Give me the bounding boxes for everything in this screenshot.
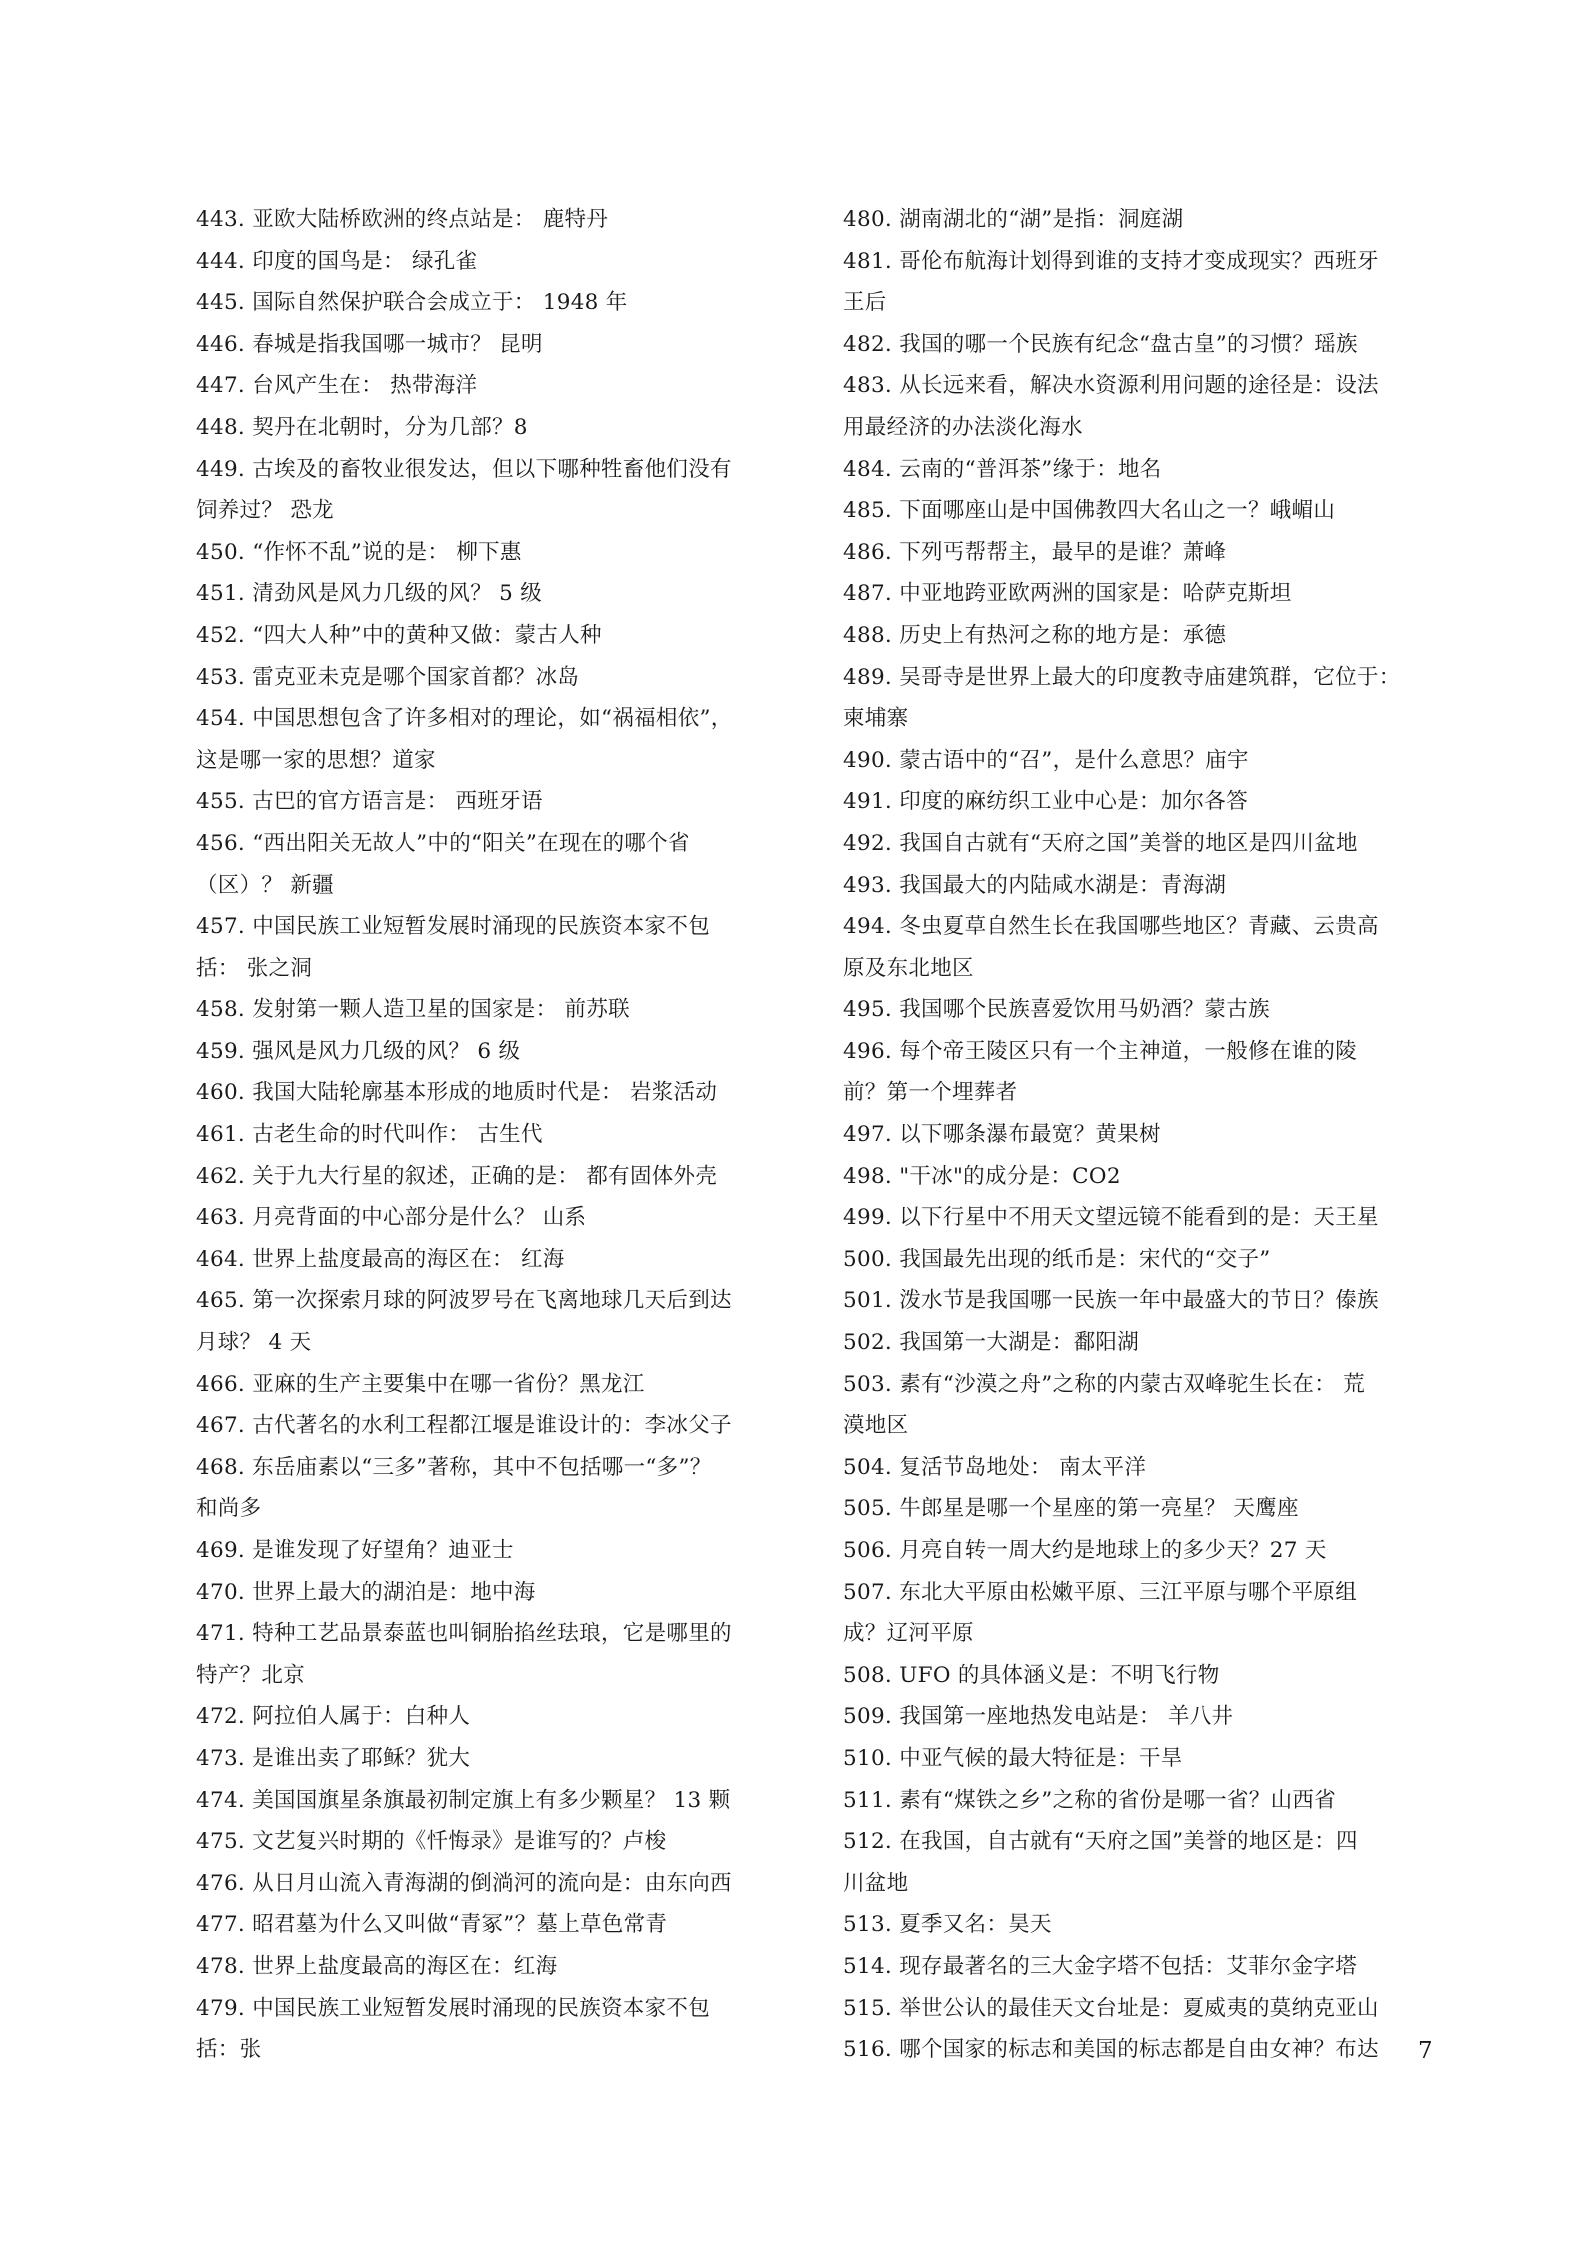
- text-line: 490. 蒙古语中的“召”，是什么意思？庙宇: [843, 747, 1249, 773]
- text-line: 514. 现存最著名的三大金字塔不包括：艾菲尔金字塔: [843, 1953, 1358, 1979]
- text-line: 471. 特种工艺品景泰蓝也叫铜胎掐丝珐琅，它是哪里的: [196, 1621, 732, 1647]
- text-line: 493. 我国最大的内陆咸水湖是：青海湖: [843, 872, 1227, 898]
- text-line: 456. “西出阳关无故人”中的“阳关”在现在的哪个省: [196, 830, 690, 856]
- text-line: 459. 强风是风力几级的风？ 6 级: [196, 1038, 521, 1064]
- text-line: 476. 从日月山流入青海湖的倒淌河的流向是：由东向西: [196, 1870, 732, 1896]
- page-number: 7: [1418, 2038, 1433, 2064]
- text-line: 510. 中亚气候的最大特征是：干旱: [843, 1745, 1183, 1771]
- text-line: 485. 下面哪座山是中国佛教四大名山之一？峨嵋山: [843, 498, 1336, 524]
- text-line: 498. "干冰"的成分是：CO2: [843, 1163, 1121, 1189]
- text-line: 496. 每个帝王陵区只有一个主神道，一般修在谁的陵: [843, 1038, 1358, 1064]
- text-line: 460. 我国大陆轮廓基本形成的地质时代是： 岩浆活动: [196, 1080, 718, 1106]
- text-line: 483. 从长远来看，解决水资源利用问题的途径是：设法: [843, 373, 1379, 399]
- text-line: 488. 历史上有热河之称的地方是：承德: [843, 622, 1227, 648]
- text-line: 用最经济的办法淡化海水: [843, 414, 1083, 440]
- text-line: 柬埔寨: [843, 706, 909, 732]
- text-line: 455. 古巴的官方语言是： 西班牙语: [196, 789, 543, 815]
- text-line: 478. 世界上盐度最高的海区在：红海: [196, 1953, 558, 1979]
- text-line: 漠地区: [843, 1413, 909, 1439]
- text-line: 成？辽河平原: [843, 1621, 974, 1647]
- text-line: 448. 契丹在北朝时，分为几部？8: [196, 414, 528, 440]
- text-line: 特产？北京: [196, 1662, 306, 1688]
- text-line: 450. “作怀不乱”说的是： 柳下惠: [196, 539, 522, 565]
- text-line: 月球？ 4 天: [196, 1330, 312, 1356]
- left-column: [196, 199, 796, 2071]
- text-line: 515. 举世公认的最佳天文台址是：夏威夷的莫纳克亚山: [843, 1995, 1379, 2021]
- text-line: 494. 冬虫夏草自然生长在我国哪些地区？青藏、云贵高: [843, 914, 1379, 940]
- text-line: 444. 印度的国鸟是： 绿孔雀: [196, 248, 478, 274]
- text-line: 497. 以下哪条瀑布最宽？黄果树: [843, 1122, 1161, 1148]
- text-line: 464. 世界上盐度最高的海区在： 红海: [196, 1246, 565, 1272]
- text-line: 508. UFO 的具体涵义是：不明飞行物: [843, 1662, 1220, 1688]
- text-line: 507. 东北大平原由松嫩平原、三江平原与哪个平原组: [843, 1579, 1358, 1605]
- text-line: 463. 月亮背面的中心部分是什么？ 山系: [196, 1205, 587, 1231]
- right-column: [843, 199, 1443, 2071]
- text-line: 500. 我国最先出现的纸币是：宋代的“交子”: [843, 1246, 1271, 1272]
- text-line: 467. 古代著名的水利工程都江堰是谁设计的：李冰父子: [196, 1413, 732, 1439]
- text-line: 474. 美国国旗星条旗最初制定旗上有多少颗星？ 13 颗: [196, 1787, 731, 1813]
- text-line: 447. 台风产生在： 热带海洋: [196, 373, 478, 399]
- text-line: 462. 关于九大行星的叙述，正确的是： 都有固体外壳: [196, 1163, 718, 1189]
- text-line: 495. 我国哪个民族喜爱饮用马奶酒？蒙古族: [843, 997, 1270, 1023]
- text-line: 512. 在我国，自古就有“天府之国”美誉的地区是：四: [843, 1829, 1358, 1855]
- text-line: 480. 湖南湖北的“湖”是指：洞庭湖: [843, 207, 1184, 232]
- text-line: （区）？ 新疆: [196, 872, 334, 898]
- text-line: 504. 复活节岛地处： 南太平洋: [843, 1454, 1147, 1480]
- text-line: 443. 亚欧大陆桥欧洲的终点站是： 鹿特丹: [196, 207, 609, 232]
- text-line: 479. 中国民族工业短暂发展时涌现的民族资本家不包: [196, 1995, 711, 2021]
- text-line: 492. 我国自古就有“天府之国”美誉的地区是四川盆地: [843, 830, 1358, 856]
- text-line: 446. 春城是指我国哪一城市？ 昆明: [196, 331, 543, 357]
- text-line: 466. 亚麻的生产主要集中在哪一省份？黑龙江: [196, 1371, 645, 1397]
- text-line: 括： 张之洞: [196, 955, 313, 981]
- text-line: 470. 世界上最大的湖泊是：地中海: [196, 1579, 536, 1605]
- text-line: 前？第一个埋葬者: [843, 1080, 1018, 1106]
- text-line: 465. 第一次探索月球的阿波罗号在飞离地球几天后到达: [196, 1288, 732, 1314]
- text-line: 461. 古老生命的时代叫作： 古生代: [196, 1122, 543, 1148]
- text-line: 473. 是谁出卖了耶稣？犹大: [196, 1745, 471, 1771]
- text-line: 499. 以下行星中不用天文望远镜不能看到的是：天王星: [843, 1205, 1379, 1231]
- text-line: 501. 泼水节是我国哪一民族一年中最盛大的节日？傣族: [843, 1288, 1379, 1314]
- text-line: 468. 东岳庙素以“三多”著称，其中不包括哪一“多”？: [196, 1454, 712, 1480]
- text-line: 482. 我国的哪一个民族有纪念“盘古皇”的习惯？瑶族: [843, 331, 1358, 357]
- text-line: 477. 昭君墓为什么又叫做“青冢”？墓上草色常青: [196, 1912, 668, 1938]
- text-line: 516. 哪个国家的标志和美国的标志都是自由女神？布达: [843, 2037, 1379, 2063]
- text-line: 472. 阿拉伯人属于：白种人: [196, 1704, 471, 1730]
- text-line: 491. 印度的麻纺织工业中心是：加尔各答: [843, 789, 1249, 815]
- text-line: 451. 清劲风是风力几级的风？ 5 级: [196, 581, 543, 607]
- text-line: 王后: [843, 290, 887, 316]
- text-line: 这是哪一家的思想？道家: [196, 747, 436, 773]
- text-line: 445. 国际自然保护联合会成立于： 1948 年: [196, 290, 628, 316]
- text-line: 511. 素有“煤铁之乡”之称的省份是哪一省？山西省: [843, 1787, 1336, 1813]
- text-line: 503. 素有“沙漠之舟”之称的内蒙古双峰驼生长在： 荒: [843, 1371, 1365, 1397]
- text-line: 括：张: [196, 2037, 262, 2063]
- text-line: 和尚多: [196, 1496, 262, 1522]
- text-line: 饲养过？ 恐龙: [196, 498, 334, 524]
- text-line: 469. 是谁发现了好望角？迪亚士: [196, 1538, 514, 1563]
- text-line: 509. 我国第一座地热发电站是： 羊八井: [843, 1704, 1234, 1730]
- text-line: 457. 中国民族工业短暂发展时涌现的民族资本家不包: [196, 914, 711, 940]
- text-line: 506. 月亮自转一周大约是地球上的多少天？27 天: [843, 1538, 1327, 1563]
- text-line: 487. 中亚地跨亚欧两洲的国家是：哈萨克斯坦: [843, 581, 1292, 607]
- text-line: 川盆地: [843, 1870, 909, 1896]
- text-line: 原及东北地区: [843, 955, 974, 981]
- text-line: 486. 下列丐帮帮主，最早的是谁？萧峰: [843, 539, 1227, 565]
- text-line: 502. 我国第一大湖是：鄱阳湖: [843, 1330, 1140, 1356]
- text-line: 452. “四大人种”中的黄种又做：蒙古人种: [196, 622, 602, 648]
- text-line: 475. 文艺复兴时期的《忏悔录》是谁写的？卢梭: [196, 1829, 667, 1855]
- text-line: 489. 吴哥寺是世界上最大的印度教寺庙建筑群，它位于：: [843, 664, 1401, 690]
- text-line: 513. 夏季又名：昊天: [843, 1912, 1052, 1938]
- text-line: 453. 雷克亚未克是哪个国家首都？冰岛: [196, 664, 580, 690]
- text-line: 454. 中国思想包含了许多相对的理论，如“祸福相依”，: [196, 706, 733, 732]
- text-line: 505. 牛郎星是哪一个星座的第一亮星？ 天鹰座: [843, 1496, 1299, 1522]
- text-line: 449. 古埃及的畜牧业很发达，但以下哪种牲畜他们没有: [196, 456, 732, 482]
- text-line: 484. 云南的“普洱茶”缘于：地名: [843, 456, 1162, 482]
- text-line: 458. 发射第一颗人造卫星的国家是： 前苏联: [196, 997, 630, 1023]
- text-line: 481. 哥伦布航海计划得到谁的支持才变成现实？西班牙: [843, 248, 1379, 274]
